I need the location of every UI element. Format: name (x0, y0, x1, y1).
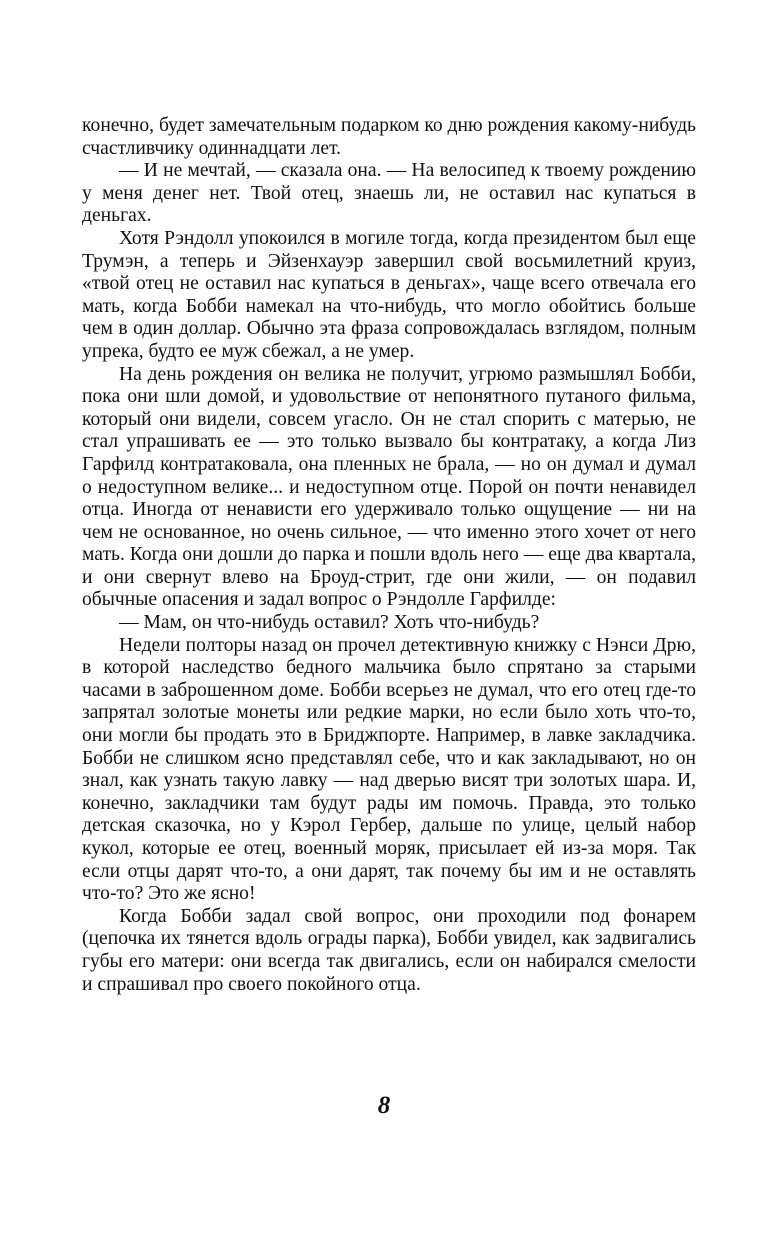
paragraph-5: — Мам, он что-нибудь оставил? Хоть что-нибудь? (119, 612, 540, 634)
paragraph-4: На день рождения он велика не получит, угрюмо размышлял Бобби, пока они шли домой, и удовольствие от непонятного путаного фильма, который они видели, совсем угасло. Он не стал спорить с матерью, не стал упрашивать ее — это только вызвало бы контратаку, а когда Лиз Гарфилд контратаковала, она пленных не брала, — но он думал и думал о недоступном велике... и недоступном отце. Порой он почти ненавидел отца. Иногда от ненависти его удерживало только ощущение — ни на чем не основанное, но очень сильное, — что именно этого хочет от него мать. Когда они дошли до парка и пошли вдоль него — еще два квартала, и они свернут влево на Броуд-стрит, где они жили, — он подавил обычные опасения и задал вопрос о Рэндолле Гарфилде: (82, 363, 696, 611)
page-body (82, 115, 696, 996)
paragraph-6: Недели полторы назад он прочел детективную книжку с Нэнси Дрю, в которой наследство бедного мальчика было спрятано за старыми часами в заброшенном доме. Бобби всерьез не думал, что его отец где-то запрятал золотые монеты или редкие марки, но если было хоть что-то, они могли бы продать это в Бриджпорте. Например, в лавке закладчика. Бобби не слишком ясно представлял себе, что и как закладывают, но он знал, как узнать такую лавку — над дверью висят три золотых шара. И, конечно, закладчики там будут рады им помочь. Правда, это только детская сказочка, но у Кэрол Гербер, дальше по улице, целый набор кукол, которые ее отец, военный моряк, присылает ей из-за моря. Так если отцы дарят что-то, а они дарят, так почему бы им и не оставлять что-то? Это же ясно! (82, 634, 696, 905)
paragraph-2: — И не мечтай, — сказала она. — На велосипед к твоему рождению у меня денег нет. Твой отец, знаешь ли, не оставил нас купаться в деньгах. (82, 160, 696, 227)
paragraph-3: Хотя Рэндолл упокоился в могиле тогда, когда президентом был еще Трумэн, а теперь и Эйзенхауэр завершил свой восьмилетний круиз, «твой отец не оставил нас купаться в деньгах», чаще всего отвечала его мать, когда Бобби намекал на что-нибудь, что могло обойтись больше чем в один доллар. Обычно эта фраза сопровождалась взглядом, полным упрека, будто ее муж сбежал, а не умер. (82, 227, 696, 362)
paragraph-1: конечно, будет замечательным подарком ко дню рождения какому-нибудь счастливчику одиннадцати лет. (82, 115, 696, 159)
paragraph-7: Когда Бобби задал свой вопрос, они проходили под фонарем (цепочка их тянется вдоль ограды парка), Бобби увидел, как задвигались губы его матери: они всегда так двигались, если он набирался смелости и спрашивал про своего покойного отца. (82, 905, 696, 995)
page-number: 8 (377, 1092, 391, 1119)
